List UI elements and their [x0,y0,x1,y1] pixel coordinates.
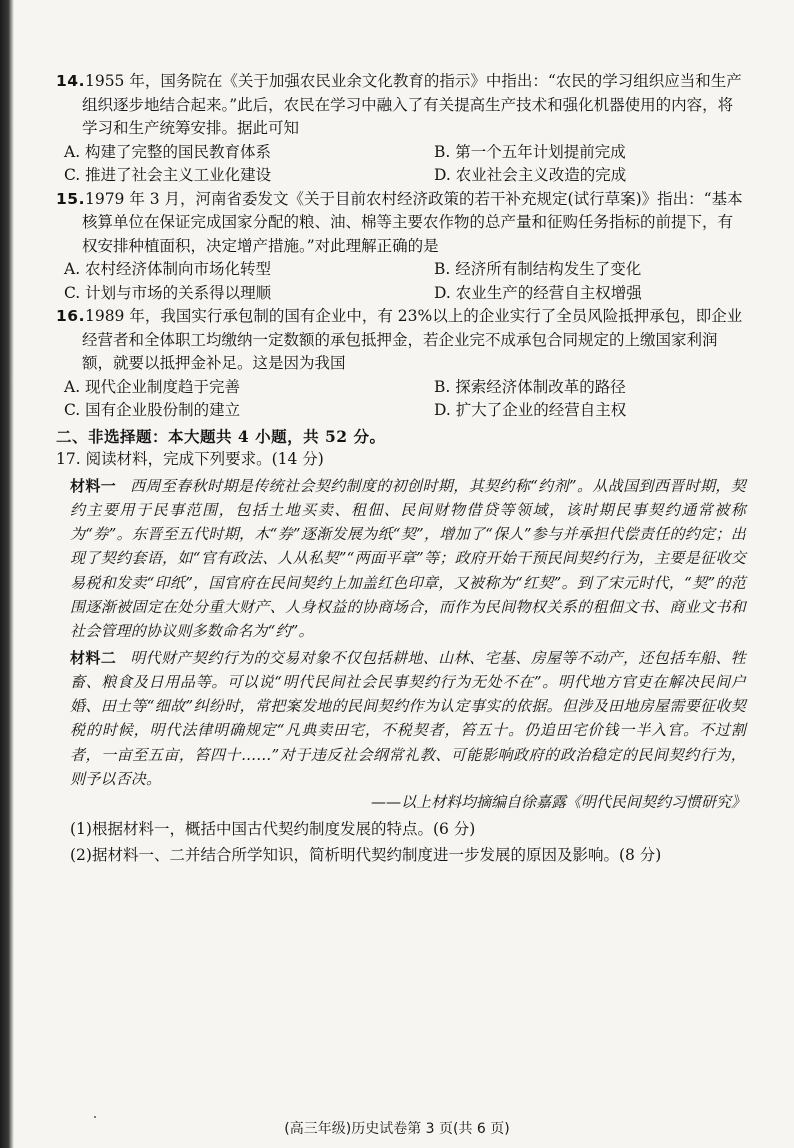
question-17 [56,448,746,867]
material-2-text: 明代财产契约行为的交易对象不仅包括耕地、山林、宅基、房屋等不动产，还包括车船、牲畜、粮食及日用品等。可以说“明代民间社会民事契约行为无处不在”。明代地方官吏在解决民间户婚、田土等“细故”纠纷时，常把案发地的民间契约作为认定事实的依据。但涉及田地房屋需要征收契税的时候，明代法律明确规定“凡典卖田宅，不税契者，笞五十。仍追田宅价钱一半入官。不过割者，一亩至五亩，笞四十……”对于违反社会纲常礼教、可能影响政府的政治稳定的民间契约行为，则予以否决。 [70,648,746,789]
question-14 [56,70,746,188]
option-d: D. 农业社会主义改造的完成 [434,166,627,184]
option-b: B. 经济所有制结构发生了变化 [434,260,642,278]
question-stem: 1955 年，国务院在《关于加强农民业余文化教育的指示》中指出：“农民的学习组织应当和生产组织逐步地结合起来。”此后，农民在学习中融入了有关提高生产技术和强化机器使用的内容，将学习和生产统筹安排。据此可知 [82,72,742,137]
material-1 [70,474,746,644]
option-b: B. 第一个五年计划提前完成 [434,142,626,161]
material-1-text: 西周至春秋时期是传统社会契约制度的初创时期，其契约称“约剂”。从战国到西晋时期，契约主要用于民事范围，包括土地买卖、租佃、民间财物借贷等领域，该时期民事契约通常被称为“券”。东晋至五代时期，木“券”逐渐发展为纸“契”，增加了“保人”参与并承担代偿责任的约定；出现了契约套语，如“官有政法、人从私契”“两面平章”等；政府开始干预民间契约行为，主要是征收交易税和发卖“印纸”，国官府在民间契约上加盖红色印章，又被称为“红契”。到了宋元时代，“契”的范围逐渐被固定在处分重大财产、人身权益的协商场合，而作为民间物权关系的租佃文书、商业文书和社会管理的协议则多数命名为“约”。 [70,476,746,641]
question-stem: 1979 年 3 月，河南省委发文《关于目前农村经济政策的若干补充规定(试行草案)》指出：“基本核算单位在保证完成国家分配的粮、油、棉等主要农作物的总产量和征购任务指标的前提下，有权安排种植面积，决定增产措施。”对此理解正确的是 [82,189,743,255]
material-source: ——以上材料均摘编自徐嘉露《明代民间契约习惯研究》 [370,793,746,812]
page-footer: (高三年级)历史试卷第 3 页(共 6 页) [284,1121,510,1137]
exam-content [56,70,746,867]
options [56,258,746,305]
option-c: C. 推进了社会主义工业化建设 [64,166,272,184]
material-2 [70,646,746,792]
option-a: A. 现代企业制度趋于完善 [64,377,241,396]
requirement-2: (2)据材料一、二并结合所学知识，简析明代契约制度进一步发展的原因及影响。(8 分) [70,845,662,864]
question-15 [56,188,746,306]
option-c: C. 国有企业股份制的建立 [64,401,241,419]
option-d: D. 扩大了企业的经营自主权 [434,401,627,419]
requirement-1: (1)根据材料一，概括中国古代契约制度发展的特点。(6 分) [70,819,476,838]
options [56,376,746,423]
option-c: C. 计划与市场的关系得以理顺 [64,283,272,302]
question-16 [56,305,746,423]
material-2-label: 材料二 [70,648,117,667]
question-stem: 1989 年，我国实行承包制的国有企业中，有 23%以上的企业实行了全员风险抵押承包，即企业经营者和全体职工均缴纳一定数额的承包抵押金，若企业完不成承包合同规定的上缴国家利润额，就要以抵押金补足。这是因为我国 [82,307,743,372]
question-17-heading: 17. 阅读材料，完成下列要求。(14 分) [56,450,324,468]
option-a: A. 农村经济体制向市场化转型 [64,260,272,278]
question-number: 16. [56,307,85,325]
options [56,141,746,188]
material-1-label: 材料一 [70,476,117,495]
option-d: D. 农业生产的经营自主权增强 [434,283,642,302]
scan-shadow-edge [0,0,14,1148]
option-b: B. 探索经济体制改革的路径 [434,377,626,396]
question-number: 14. [56,72,85,90]
section-title: 二、非选择题：本大题共 4 小题，共 52 分。 [56,426,386,446]
question-number: 15. [56,189,85,208]
option-a: A. 构建了完整的国民教育体系 [64,142,272,161]
